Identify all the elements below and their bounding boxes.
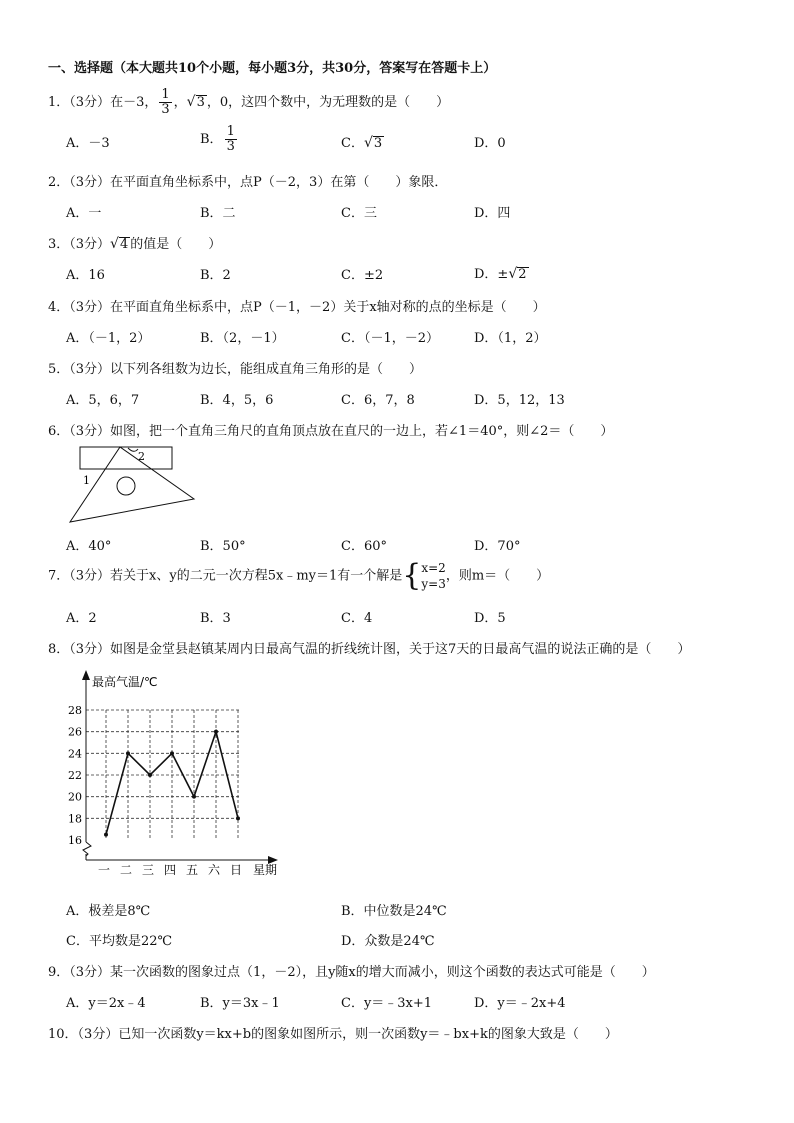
question-5: 5．（3分）以下列各组数为边长，能组成直角三角形的是（ ） <box>48 362 423 377</box>
y-tick-label: 24 <box>68 747 82 761</box>
q9-option-a[interactable]: A．y＝2x﹣4 <box>66 996 146 1011</box>
section-title: 一、选择题（本大题共10个小题，每小题3分，共30分，答案写在答题卡上） <box>48 61 497 76</box>
radical-icon: √ <box>186 94 196 110</box>
data-point <box>214 730 218 734</box>
q4-option-b[interactable]: B．（2，－1） <box>200 331 285 346</box>
x-tick-label: 四 <box>163 863 177 877</box>
question-4: 4．（3分）在平面直角坐标系中，点P（－1，－2）关于x轴对称的点的坐标是（ ） <box>48 300 546 315</box>
brace-icon: { <box>402 558 422 593</box>
radical-icon: √ <box>363 135 373 151</box>
q3-sqrt: 4 <box>119 237 129 252</box>
q1-sep: ， <box>173 95 187 110</box>
triangle-hole-circle <box>117 477 135 495</box>
q1-c-sqrt: 3 <box>373 136 383 151</box>
angle-2-label: 2 <box>138 450 145 463</box>
q3-text-pre: 3．（3分） <box>48 237 111 252</box>
q6-option-b[interactable]: B．50° <box>200 539 246 554</box>
q1-b-label: B． <box>200 132 223 147</box>
q1-b-den: 3 <box>226 139 235 154</box>
q1-option-a[interactable]: A．－3 <box>66 136 110 151</box>
q9-option-d[interactable]: D．y＝﹣2x+4 <box>474 996 566 1011</box>
q1-text-pre: 在－3， <box>110 95 158 110</box>
q3-option-c[interactable]: C．±2 <box>341 268 384 283</box>
q1-score: （3分） <box>69 95 111 110</box>
q2-option-d[interactable]: D．四 <box>474 206 511 221</box>
x-tick-label: 三 <box>141 863 155 877</box>
q1-fraction <box>159 88 171 117</box>
y-tick-label: 18 <box>68 812 82 826</box>
q5-option-b[interactable]: B．4，5，6 <box>200 393 274 408</box>
q1-frac-den: 3 <box>161 102 170 117</box>
data-point <box>104 833 108 837</box>
q5-option-c[interactable]: C．6，7，8 <box>341 393 415 408</box>
y-axis-arrow-icon <box>82 670 90 680</box>
question-9: 9．（3分）某一次函数的图象过点（1，－2），且y随x的增大而减小，则这个函数的表达式可能是（ ） <box>48 965 655 980</box>
q1-frac-num: 1 <box>161 87 170 102</box>
q6-option-d[interactable]: D．70° <box>474 539 521 554</box>
q1-c-label: C． <box>341 136 364 151</box>
x-tick-label: 五 <box>185 863 199 877</box>
q6-option-a[interactable]: A．40° <box>66 539 112 554</box>
q9-option-c[interactable]: C．y＝﹣3x+1 <box>341 996 433 1011</box>
x-axis-label: 星期 <box>253 863 278 877</box>
data-point <box>148 773 152 777</box>
q1-option-b[interactable] <box>200 125 239 154</box>
q3-option-a[interactable]: A．16 <box>66 268 105 283</box>
q7-text-pre: 7．（3分）若关于x、y的二元一次方程5x﹣my＝1有一个解是 <box>48 568 403 584</box>
q7-sys-line-2: y=3 <box>421 577 446 591</box>
q8-option-c[interactable]: C．平均数是22℃ <box>66 934 173 949</box>
data-point <box>192 795 196 799</box>
q3-d-sqrt: 2 <box>518 267 527 282</box>
question-7 <box>48 560 549 592</box>
data-point <box>170 751 174 755</box>
data-point <box>126 751 130 755</box>
radical-icon: √ <box>508 266 518 282</box>
x-tick-label: 二 <box>119 863 133 877</box>
x-tick-label: 六 <box>207 863 221 877</box>
angle-1-label: 1 <box>83 474 90 487</box>
q4-option-c[interactable]: C．（－1，－2） <box>341 331 439 346</box>
q1-option-d[interactable]: D．0 <box>474 136 506 151</box>
question-2: 2．（3分）在平面直角坐标系中，点P（－2，3）在第（ ）象限． <box>48 175 448 190</box>
y-tick-label: 22 <box>68 769 82 782</box>
data-point <box>236 816 240 820</box>
q7-option-d[interactable]: D．5 <box>474 611 506 626</box>
y-tick-label: 16 <box>68 834 82 847</box>
y-axis-label: 最高气温/℃ <box>92 675 158 689</box>
q4-option-a[interactable]: A．（－1，2） <box>66 331 151 346</box>
radical-icon: √ <box>110 236 119 252</box>
q8-option-b[interactable]: B．中位数是24℃ <box>341 904 447 919</box>
question-10: 10．（3分）已知一次函数y＝kx+b的图象如图所示，则一次函数y＝﹣bx+k的图象大致是（ ） <box>48 1027 618 1042</box>
q5-option-a[interactable]: A．5，6，7 <box>66 393 140 408</box>
question-3 <box>48 233 221 252</box>
q4-option-d[interactable]: D．（1，2） <box>474 331 547 346</box>
y-tick-label: 20 <box>68 790 82 804</box>
q7-option-a[interactable]: A．2 <box>66 611 97 626</box>
angle-2-arc <box>128 448 138 451</box>
question-1 <box>48 88 449 117</box>
q2-option-c[interactable]: C．三 <box>341 206 377 221</box>
question-8: 8．（3分）如图是金堂县赵镇某周内日最高气温的折线统计图，关于这7天的日最高气温的说法正确的是（ ） <box>48 642 691 657</box>
q8-option-a[interactable]: A．极差是8℃ <box>66 904 151 919</box>
q3-text-post: 的值是（ ） <box>130 237 222 252</box>
q5-option-d[interactable]: D．5，12，13 <box>474 393 565 408</box>
q1-b-fraction <box>225 125 237 154</box>
q8-option-d[interactable]: D．众数是24℃ <box>341 934 435 949</box>
q2-option-a[interactable]: A．一 <box>66 206 102 221</box>
q1-sqrt: 3 <box>196 95 205 110</box>
question-6: 6．（3分）如图，把一个直角三角尺的直角顶点放在直尺的一边上，若∠1＝40°，则∠2＝（ ） <box>48 424 614 439</box>
q7-text-post: ，则m＝（ ） <box>445 568 550 584</box>
q6-option-c[interactable]: C．60° <box>341 539 387 554</box>
q7-option-c[interactable]: C．4 <box>341 611 373 626</box>
axis-break-icon <box>83 842 91 856</box>
y-tick-label: 28 <box>68 704 82 717</box>
q3-option-b[interactable]: B．2 <box>200 268 231 283</box>
temperature-line-chart <box>60 668 300 888</box>
q2-option-b[interactable]: B．二 <box>200 206 236 221</box>
q7-option-b[interactable]: B．3 <box>200 611 231 626</box>
q3-option-d[interactable] <box>474 263 529 282</box>
q7-sys-line-1: x=2 <box>421 561 446 575</box>
q1-option-c[interactable] <box>341 132 384 151</box>
q3-d-label: D．± <box>474 267 509 282</box>
q9-option-b[interactable]: B．y＝3x﹣1 <box>200 996 280 1011</box>
ruler-shape <box>80 447 172 469</box>
q1-b-num: 1 <box>226 124 235 139</box>
q1-text-post: ，0，这四个数中，为无理数的是（ ） <box>206 95 450 110</box>
y-tick-label: 26 <box>68 725 82 739</box>
x-tick-label: 一 <box>97 863 111 877</box>
q7-system <box>421 560 445 592</box>
x-tick-label: 日 <box>229 863 243 877</box>
ruler-triangle-figure <box>62 444 202 526</box>
q1-number: 1． <box>48 95 70 110</box>
